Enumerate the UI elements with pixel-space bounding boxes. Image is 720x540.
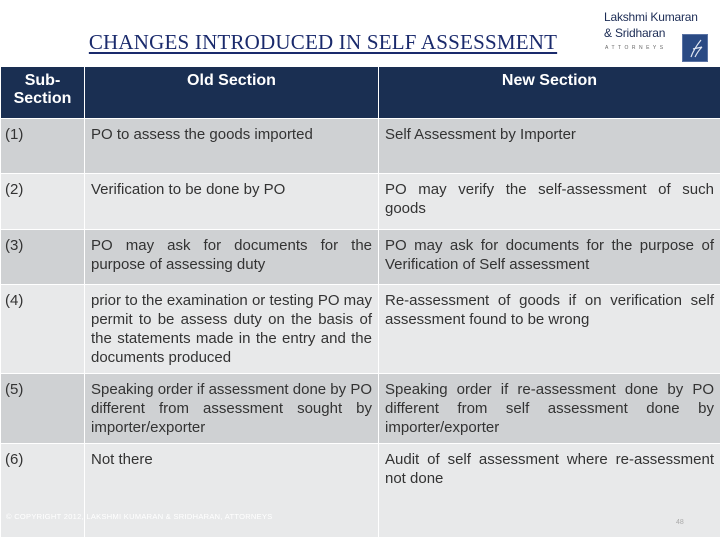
table-header-row [1, 67, 720, 119]
cell-sub: (3) [1, 230, 85, 285]
header-old-section: Old Section [85, 67, 379, 119]
logo-emblem-icon [682, 34, 708, 62]
slide-title: CHANGES INTRODUCED IN SELF ASSESSMENT [88, 30, 558, 54]
logo-line-1: Lakshmi Kumaran [604, 10, 698, 24]
table-row [1, 119, 720, 174]
logo-line-3: ATTORNEYS [605, 45, 667, 51]
logo-line-2: & Sridharan [604, 26, 666, 40]
copyright-text: © COPYRIGHT 2012, LAKSHMI KUMARAN & SRIDHARAN, ATTORNEYS [6, 512, 273, 521]
cell-new: Self Assessment by Importer [379, 119, 720, 174]
cell-old: PO may ask for documents for the purpose of assessing duty [85, 230, 379, 285]
table-row [1, 374, 720, 444]
table-row [1, 174, 720, 230]
cell-old: Verification to be done by PO [85, 174, 379, 230]
comparison-table [0, 66, 720, 538]
table-row [1, 285, 720, 374]
cell-old: PO to assess the goods imported [85, 119, 379, 174]
table-row [1, 444, 720, 538]
cell-sub: (2) [1, 174, 85, 230]
cell-new: Re-assessment of goods if on verification self assessment found to be wrong [379, 285, 720, 374]
cell-sub: (6) [1, 444, 85, 538]
cell-old: Speaking order if assessment done by PO different from assessment sought by importer/exporter [85, 374, 379, 444]
cell-sub: (1) [1, 119, 85, 174]
cell-sub: (4) [1, 285, 85, 374]
cell-new: PO may ask for documents for the purpose of Verification of Self assessment [379, 230, 720, 285]
cell-old: prior to the examination or testing PO may permit to be assess duty on the basis of the statements made in the entry and the documents produced [85, 285, 379, 374]
firm-logo [604, 10, 710, 58]
cell-old: Not there [85, 444, 379, 538]
cell-new: Audit of self assessment where re-assessment not done [379, 444, 720, 538]
cell-new: Speaking order if re-assessment done by PO different from self assessment done by importer/exporter [379, 374, 720, 444]
page-number: 48 [676, 519, 684, 526]
table-row [1, 230, 720, 285]
cell-new: PO may verify the self-assessment of such goods [379, 174, 720, 230]
cell-sub: (5) [1, 374, 85, 444]
header-sub-section: Sub-Section [1, 67, 85, 119]
header-new-section: New Section [379, 67, 720, 119]
